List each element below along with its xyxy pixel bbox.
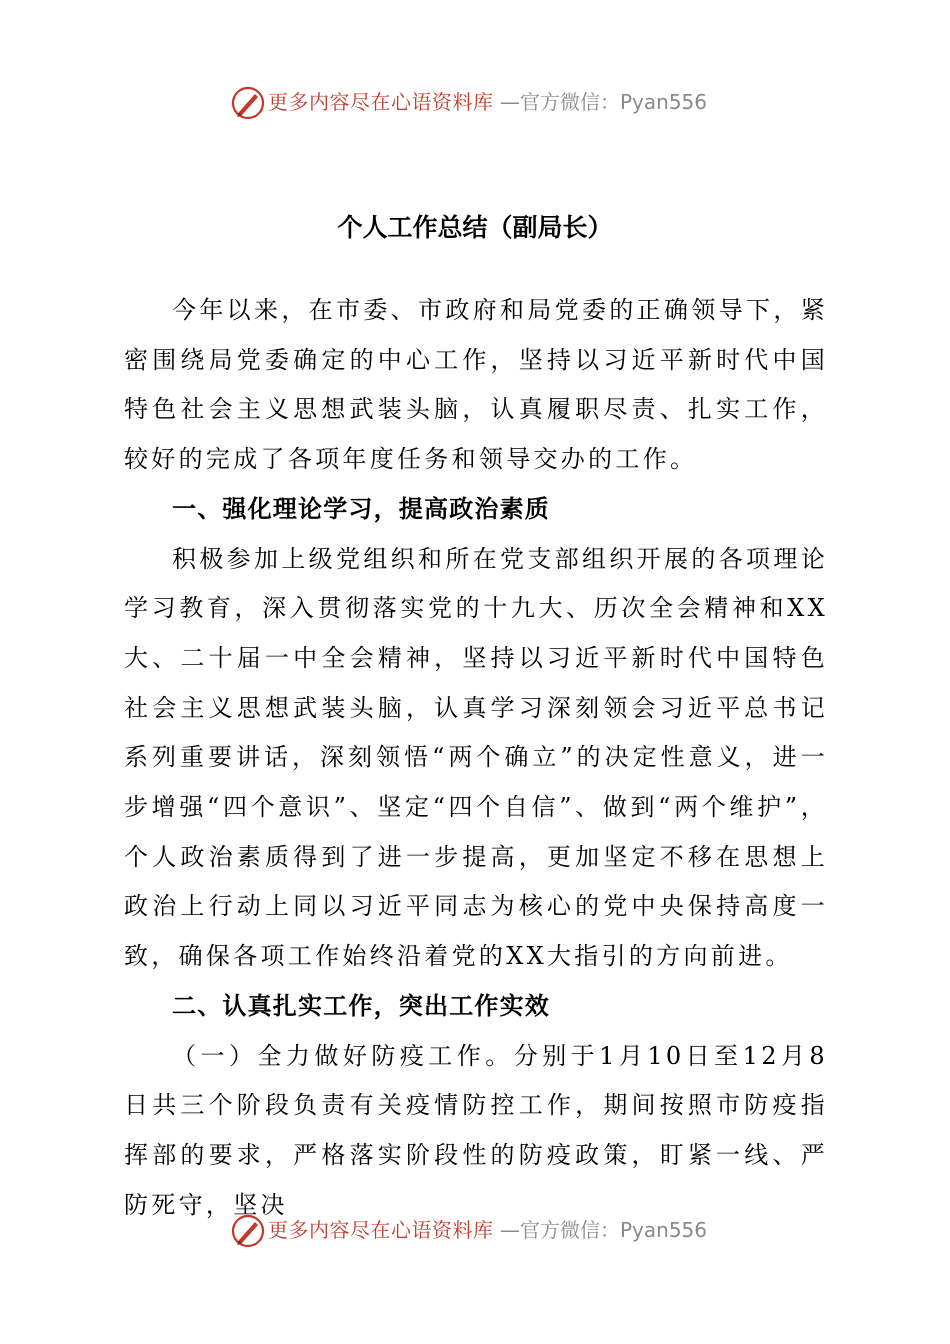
section-heading: 二、认真扎实工作，突出工作实效: [172, 991, 550, 1020]
body-paragraph: 今年以来，在市委、市政府和局党委的正确领导下，紧密围绕局党委确定的中心工作，坚持以习近平新时代中国特色社会主义思想武装头脑，认真履职尽责、扎实工作，较好的完成了各项年度任务和领导交办的工作。: [124, 296, 828, 474]
watermark-banner-bottom: [0, 1208, 950, 1252]
watermark-banner-top: [0, 80, 950, 124]
section-heading: 一、强化理论学习，提高政治素质: [172, 494, 550, 523]
pen-logo-icon: [229, 84, 267, 122]
watermark-brand-text: 更多内容尽在心语资料库: [268, 1218, 494, 1242]
watermark-brand-text: 更多内容尽在心语资料库: [268, 90, 494, 114]
document-title: 个人工作总结（副局长）: [337, 213, 613, 242]
pen-logo-icon: [229, 1212, 267, 1250]
document-body: [124, 286, 828, 1230]
body-paragraph: 积极参加上级党组织和所在党支部组织开展的各项理论学习教育，深入贯彻落实党的十九大、历次全会精神和XX大、二十届一中全会精神，坚持以习近平新时代中国特色社会主义思想武装头脑，认真学习深刻领会习近平总书记系列重要讲话，深刻领悟“两个确立”的决定性意义，进一步增强“四个意识”、坚定“四个自信”、做到“两个维护”，个人政治素质得到了进一步提高，更加坚定不移在思想上政治上行动上同以习近平同志为核心的党中央保持高度一致，确保各项工作始终沿着党的XX大指引的方向前进。: [124, 544, 828, 971]
watermark-wechat-text: —官方微信：Pyan556: [500, 90, 708, 114]
body-paragraph: （一）全力做好防疫工作。分别于1月10日至12月8日共三个阶段负责有关疫情防控工作，期间按照市防疫指挥部的要求，严格落实阶段性的防疫政策，盯紧一线、严防死守，坚决: [124, 1041, 828, 1219]
watermark-wechat-text: —官方微信：Pyan556: [500, 1218, 708, 1242]
